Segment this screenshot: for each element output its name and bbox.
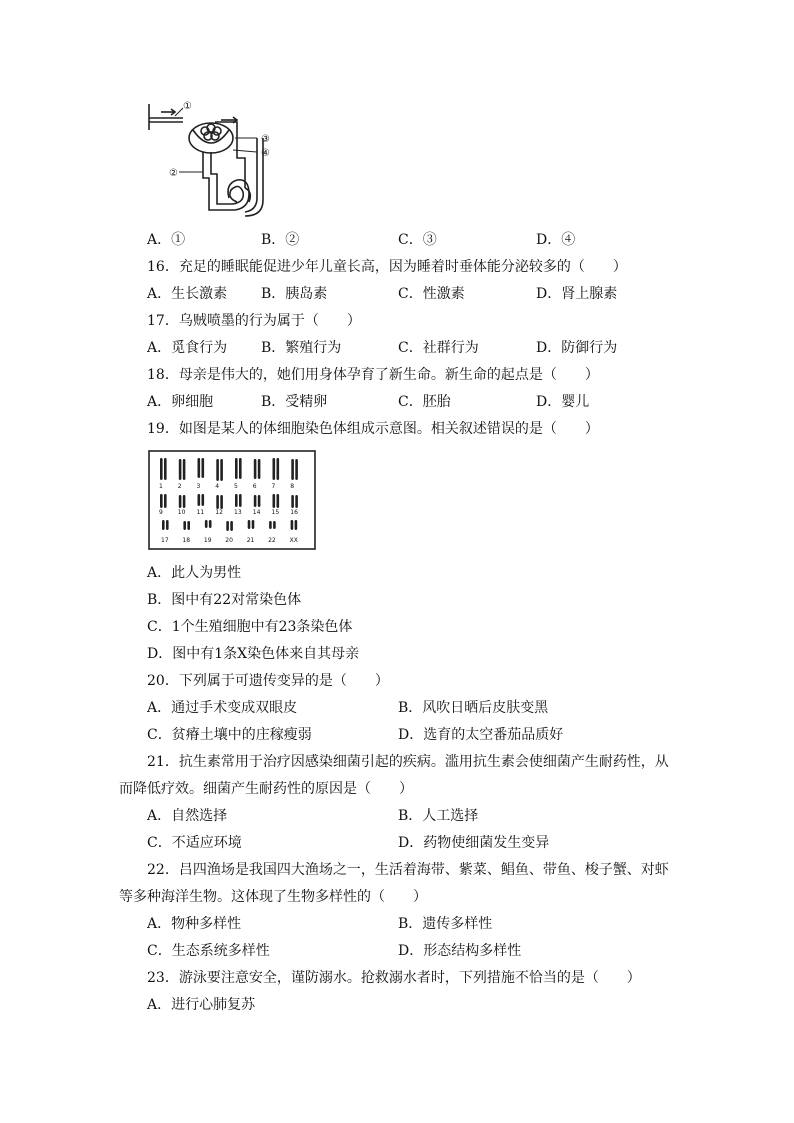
q22-option-c[interactable]: C．生态系统多样性	[147, 943, 270, 959]
karyotype-label: 12	[215, 509, 223, 516]
q18-option-b[interactable]: B．受精卵	[261, 394, 328, 410]
q21-option-c[interactable]: C．不适应环境	[147, 835, 242, 851]
q21-stem-line1: 21．抗生素常用于治疗因感染细菌引起的疾病。滥用抗生素会使细菌产生耐药性，从	[147, 754, 669, 770]
chromosome	[248, 520, 251, 529]
karyotype-label: 13	[234, 509, 242, 516]
chromosome	[202, 494, 205, 506]
karyotype-label: 5	[234, 483, 238, 490]
chromosome	[220, 459, 223, 481]
label-2: ②	[169, 168, 178, 179]
chromosome	[273, 494, 276, 508]
chromosome	[220, 495, 223, 509]
q21-stem-line2: 而降低疗效。细菌产生耐药性的原因是（ ）	[119, 781, 413, 797]
chromosome	[291, 520, 294, 530]
karyotype-label: 21	[246, 537, 255, 544]
chromosome	[226, 521, 229, 531]
label-1: ①	[183, 101, 192, 112]
chromosome	[160, 458, 163, 480]
label-4: ④	[261, 148, 270, 159]
karyotype-label: 20	[225, 537, 233, 544]
label-3: ③	[261, 134, 270, 145]
chromosome	[164, 458, 167, 480]
karyotype-label: 7	[271, 483, 276, 490]
karyotype-label: 10	[177, 509, 186, 516]
chromosome	[235, 494, 238, 507]
chromosome	[277, 494, 280, 508]
chromosome	[164, 494, 167, 508]
q16-option-b[interactable]: B．胰岛素	[261, 286, 328, 302]
chromosome	[235, 458, 238, 479]
q20-stem: 20．下列属于可遗传变异的是（ ）	[147, 673, 389, 689]
q19-option-b[interactable]: B．图中有22对常染色体	[147, 592, 302, 608]
q20-option-d[interactable]: D．选育的太空番茄品质好	[398, 727, 564, 743]
q20-option-a[interactable]: A．通过手术变成双眼皮	[147, 700, 298, 716]
q18-stem: 18．母亲是伟大的，她们用身体孕育了新生命。新生命的起点是（ ）	[147, 367, 599, 383]
q15-option-b[interactable]: B．②	[261, 232, 300, 248]
karyotype-label: 8	[290, 483, 295, 490]
chromosome	[198, 494, 201, 506]
q19-option-a[interactable]: A．此人为男性	[147, 565, 242, 581]
karyotype-label: 3	[196, 483, 201, 490]
karyotype-label: 22	[268, 537, 276, 544]
chromosome	[277, 458, 280, 480]
chromosome	[183, 495, 186, 508]
karyotype-label: XX	[289, 537, 298, 544]
q18-option-c[interactable]: C．胚胎	[398, 394, 451, 410]
chromosome	[160, 494, 163, 508]
q22-option-a[interactable]: A．物种多样性	[147, 916, 242, 932]
karyotype-label: 2	[177, 483, 182, 490]
chromosome	[258, 495, 261, 507]
q15-option-c[interactable]: C．③	[398, 232, 437, 248]
karyotype-label: 17	[161, 537, 169, 544]
q16-option-d[interactable]: D．肾上腺素	[536, 286, 618, 302]
chromosome	[187, 521, 190, 530]
chromosome	[179, 459, 182, 480]
chromosome	[295, 495, 298, 508]
chromosome	[254, 459, 257, 479]
q23-stem: 23．游泳要注意安全，谨防溺水。抢救溺水者时，下列措施不恰当的是（ ）	[147, 970, 641, 986]
chromosome	[273, 521, 276, 529]
chromosome	[166, 520, 169, 530]
q17-option-d[interactable]: D．防御行为	[536, 340, 618, 356]
q17-option-b[interactable]: B．繁殖行为	[261, 340, 342, 356]
q19-stem: 19．如图是某人的体细胞染色体组成示意图。相关叙述错误的是（ ）	[147, 421, 599, 437]
nephron-diagram	[145, 98, 285, 223]
q22-stem-line2: 等多种海洋生物。这体现了生物多样性的（ ）	[119, 889, 427, 905]
q18-option-d[interactable]: D．婴儿	[536, 394, 590, 410]
q21-option-d[interactable]: D．药物使细菌发生变异	[398, 835, 550, 851]
chromosome	[230, 521, 233, 531]
q17-stem: 17．乌贼喷墨的行为属于（ ）	[147, 313, 361, 329]
karyotype-label: 4	[215, 483, 220, 490]
q22-option-d[interactable]: D．形态结构多样性	[398, 943, 522, 959]
q22-stem-line1: 22．吕四渔场是我国四大渔场之一，生活着海带、紫菜、鲳鱼、带鱼、梭子蟹、对虾	[147, 862, 669, 878]
karyotype-label: 19	[203, 537, 212, 544]
chromosome	[239, 494, 242, 507]
q23-option-a[interactable]: A．进行心肺复苏	[147, 997, 256, 1013]
karyotype-label: 16	[290, 509, 298, 516]
karyotype-label: 15	[271, 509, 280, 516]
chromosome	[269, 521, 272, 529]
q18-option-a[interactable]: A．卵细胞	[147, 394, 214, 410]
q16-stem: 16．充足的睡眠能促进少年儿童长高，因为睡着时垂体能分泌较多的（ ）	[147, 259, 627, 275]
chromosome	[239, 458, 242, 479]
chromosome	[295, 459, 298, 480]
q21-option-a[interactable]: A．自然选择	[147, 808, 228, 824]
chromosome	[216, 495, 219, 509]
chromosome	[183, 459, 186, 480]
chromosome	[291, 459, 294, 480]
chromosome	[216, 459, 219, 481]
chromosome	[273, 458, 276, 480]
karyotype-label: 14	[252, 509, 261, 516]
q21-option-b[interactable]: B．人工选择	[398, 808, 479, 824]
q17-option-c[interactable]: C．社群行为	[398, 340, 479, 356]
q17-option-a[interactable]: A．觅食行为	[147, 340, 228, 356]
chromosome	[295, 520, 298, 530]
chromosome	[198, 458, 201, 478]
q19-option-d[interactable]: D．图中有1条X染色体来自其母亲	[147, 646, 360, 662]
q16-option-c[interactable]: C．性激素	[398, 286, 465, 302]
chromosome	[183, 521, 186, 530]
karyotype-figure	[148, 450, 316, 550]
chromosome	[162, 520, 165, 530]
q22-option-b[interactable]: B．遗传多样性	[398, 916, 493, 932]
q20-option-c[interactable]: C．贫瘠土壤中的庄稼瘦弱	[147, 727, 312, 743]
q16-option-a[interactable]: A．生长激素	[147, 286, 228, 302]
karyotype-label: 11	[196, 509, 205, 516]
q15-option-d[interactable]: D．④	[536, 232, 576, 248]
chromosome	[209, 520, 212, 528]
chromosome	[205, 520, 208, 528]
karyotype-label: 6	[252, 483, 257, 490]
chromosome	[258, 459, 261, 479]
q15-option-a[interactable]: A．①	[147, 232, 186, 248]
chromosome	[252, 520, 255, 529]
chromosome	[179, 495, 182, 508]
karyotype-label: 1	[159, 483, 163, 490]
karyotype-label: 18	[182, 537, 191, 544]
karyotype-label: 9	[159, 509, 163, 516]
q19-option-c[interactable]: C．1个生殖细胞中有23条染色体	[147, 619, 353, 635]
chromosome	[254, 495, 257, 507]
chromosome	[291, 495, 294, 508]
chromosome	[202, 458, 205, 478]
q20-option-b[interactable]: B．风吹日晒后皮肤变黑	[398, 700, 549, 716]
